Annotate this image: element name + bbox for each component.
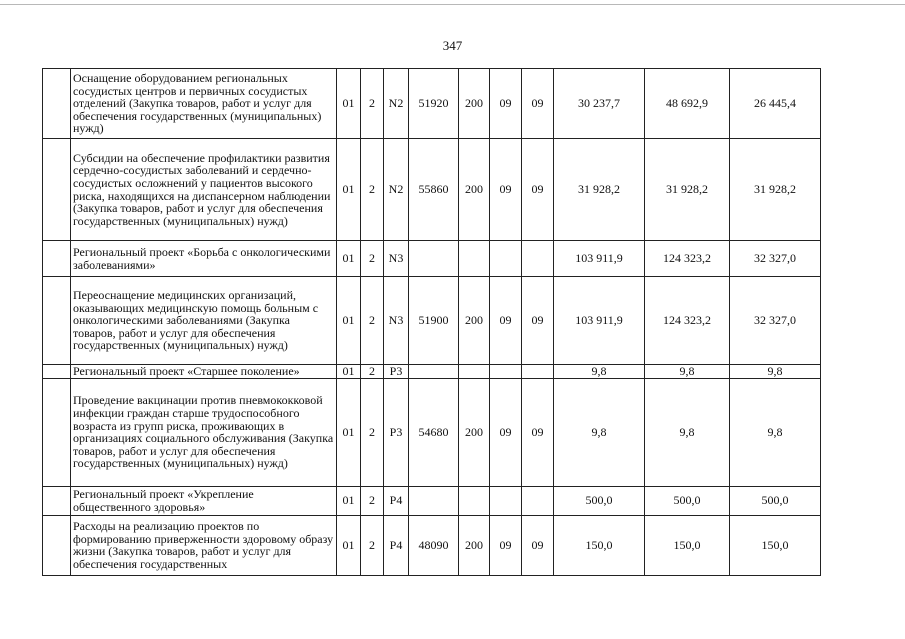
amount-year-2: 31 928,2 <box>645 139 730 241</box>
expense-name: Региональный проект «Старшее поколение» <box>71 365 337 379</box>
expense-type-code: 200 <box>459 515 490 575</box>
amount-year-1: 9,8 <box>554 378 645 486</box>
expense-name: Субсидии на обеспечение профилактики развития сердечно-сосудистых заболеваний и сердечно-сосудистых осложнений у пациентов высокого риска, находящихся на диспансерном наблюдении (Закупка товаров, работ и услуг для обеспечения государственных (муниципальных) нужд) <box>71 139 337 241</box>
expense-name: Расходы на реализацию проектов по формированию приверженности здоровому образу жизни (Закупка товаров, работ и услуг для обеспечения государственных <box>71 515 337 575</box>
amount-year-2: 48 692,9 <box>645 69 730 139</box>
table-row <box>43 486 821 515</box>
amount-year-3: 26 445,4 <box>730 69 821 139</box>
section-code: 09 <box>490 378 522 486</box>
expense-type-code: 200 <box>459 69 490 139</box>
expense-name: Региональный проект «Борьба с онкологическими заболеваниями» <box>71 241 337 277</box>
subprogram-code: 2 <box>361 486 384 515</box>
direction-code: 48090 <box>409 515 459 575</box>
program-code: 01 <box>337 139 361 241</box>
amount-year-3: 32 327,0 <box>730 241 821 277</box>
program-code: 01 <box>337 241 361 277</box>
amount-year-3: 9,8 <box>730 365 821 379</box>
section-code <box>490 486 522 515</box>
program-code: 01 <box>337 69 361 139</box>
table-row <box>43 241 821 277</box>
row-blank-cell <box>43 139 71 241</box>
expense-name: Переоснащение медицинских организаций, оказывающих медицинскую помощь больным с онкологическими заболеваниями (Закупка товаров, работ и услуг для обеспечения государственных (муниципальных) нужд) <box>71 277 337 365</box>
amount-year-1: 9,8 <box>554 365 645 379</box>
row-blank-cell <box>43 365 71 379</box>
expense-type-code <box>459 365 490 379</box>
amount-year-1: 500,0 <box>554 486 645 515</box>
subsection-code <box>522 365 554 379</box>
expense-type-code: 200 <box>459 277 490 365</box>
table-row <box>43 515 821 575</box>
page-number: 347 <box>442 38 463 53</box>
project-code: P3 <box>384 365 409 379</box>
row-blank-cell <box>43 277 71 365</box>
direction-code: 54680 <box>409 378 459 486</box>
section-code: 09 <box>490 277 522 365</box>
section-code: 09 <box>490 139 522 241</box>
subsection-code: 09 <box>522 277 554 365</box>
subprogram-code: 2 <box>361 515 384 575</box>
subprogram-code: 2 <box>361 277 384 365</box>
amount-year-1: 103 911,9 <box>554 277 645 365</box>
amount-year-3: 32 327,0 <box>730 277 821 365</box>
budget-table <box>42 68 821 576</box>
project-code: P4 <box>384 486 409 515</box>
amount-year-1: 30 237,7 <box>554 69 645 139</box>
project-code: N3 <box>384 277 409 365</box>
subprogram-code: 2 <box>361 378 384 486</box>
table-row <box>43 69 821 139</box>
expense-type-code: 200 <box>459 378 490 486</box>
subprogram-code: 2 <box>361 365 384 379</box>
project-code: N2 <box>384 69 409 139</box>
program-code: 01 <box>337 486 361 515</box>
amount-year-2: 500,0 <box>645 486 730 515</box>
table-row <box>43 139 821 241</box>
subsection-code <box>522 241 554 277</box>
program-code: 01 <box>337 378 361 486</box>
row-blank-cell <box>43 486 71 515</box>
program-code: 01 <box>337 515 361 575</box>
direction-code <box>409 241 459 277</box>
expense-name: Проведение вакцинации против пневмококковой инфекции граждан старше трудоспособного возраста из групп риска, проживающих в организациях социального обслуживания (Закупка товаров, работ и услуг для обеспечения государственных (муниципальных) нужд) <box>71 378 337 486</box>
program-code: 01 <box>337 277 361 365</box>
row-blank-cell <box>43 241 71 277</box>
subsection-code: 09 <box>522 378 554 486</box>
amount-year-1: 103 911,9 <box>554 241 645 277</box>
expense-type-code <box>459 486 490 515</box>
section-code <box>490 241 522 277</box>
amount-year-2: 9,8 <box>645 378 730 486</box>
amount-year-2: 9,8 <box>645 365 730 379</box>
expense-name: Региональный проект «Укрепление общественного здоровья» <box>71 486 337 515</box>
amount-year-2: 124 323,2 <box>645 277 730 365</box>
direction-code: 51920 <box>409 69 459 139</box>
expense-type-code: 200 <box>459 139 490 241</box>
amount-year-1: 150,0 <box>554 515 645 575</box>
section-code: 09 <box>490 515 522 575</box>
direction-code: 55860 <box>409 139 459 241</box>
page-top-rule <box>0 4 905 5</box>
project-code: N3 <box>384 241 409 277</box>
amount-year-3: 150,0 <box>730 515 821 575</box>
subsection-code <box>522 486 554 515</box>
direction-code <box>409 365 459 379</box>
row-blank-cell <box>43 378 71 486</box>
expense-type-code <box>459 241 490 277</box>
expense-name: Оснащение оборудованием региональных сосудистых центров и первичных сосудистых отделений (Закупка товаров, работ и услуг для обеспечения государственных (муниципальных) нужд) <box>71 69 337 139</box>
project-code: P3 <box>384 378 409 486</box>
section-code: 09 <box>490 69 522 139</box>
amount-year-2: 150,0 <box>645 515 730 575</box>
subsection-code: 09 <box>522 139 554 241</box>
direction-code <box>409 486 459 515</box>
program-code: 01 <box>337 365 361 379</box>
amount-year-2: 124 323,2 <box>645 241 730 277</box>
subsection-code: 09 <box>522 69 554 139</box>
direction-code: 51900 <box>409 277 459 365</box>
amount-year-3: 500,0 <box>730 486 821 515</box>
project-code: N2 <box>384 139 409 241</box>
table-row <box>43 378 821 486</box>
table-row <box>43 365 821 379</box>
project-code: P4 <box>384 515 409 575</box>
amount-year-3: 9,8 <box>730 378 821 486</box>
subsection-code: 09 <box>522 515 554 575</box>
row-blank-cell <box>43 69 71 139</box>
subprogram-code: 2 <box>361 139 384 241</box>
amount-year-1: 31 928,2 <box>554 139 645 241</box>
amount-year-3: 31 928,2 <box>730 139 821 241</box>
row-blank-cell <box>43 515 71 575</box>
subprogram-code: 2 <box>361 69 384 139</box>
section-code <box>490 365 522 379</box>
subprogram-code: 2 <box>361 241 384 277</box>
table-row <box>43 277 821 365</box>
